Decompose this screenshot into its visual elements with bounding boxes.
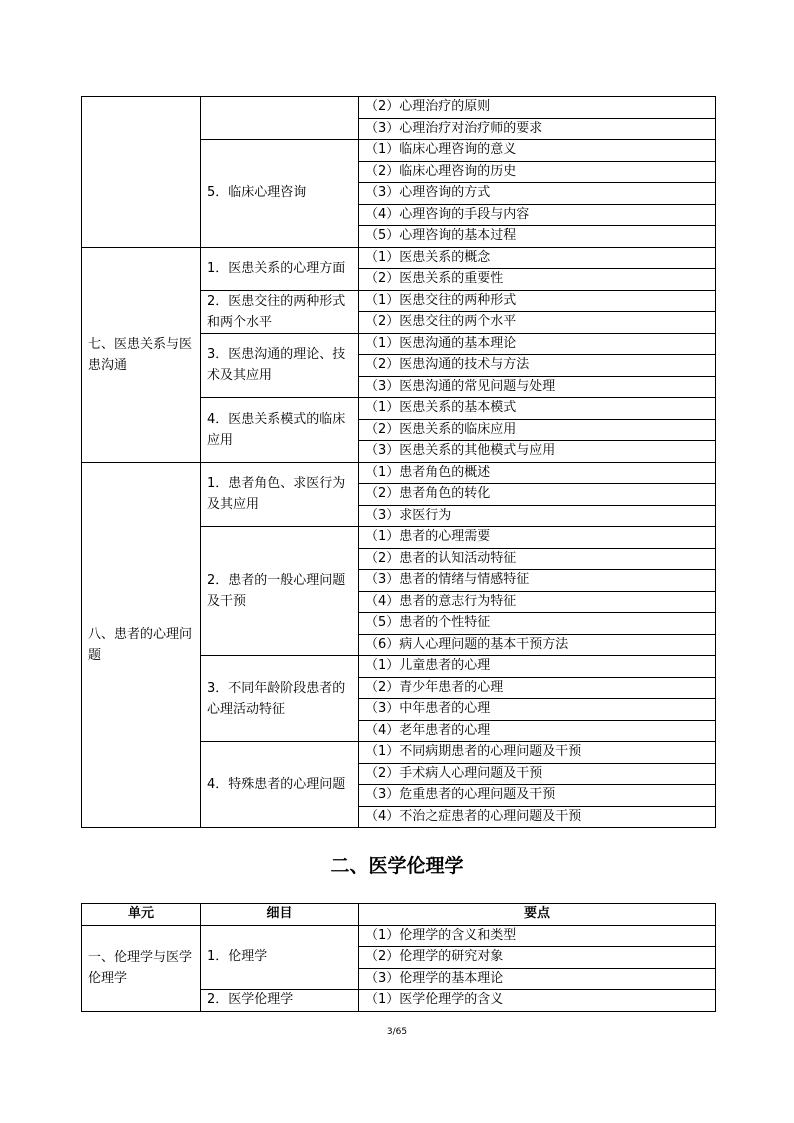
point-cell: （1）医患关系的基本模式 — [359, 398, 716, 420]
item-cell: 3．医患沟通的理论、技术及其应用 — [201, 333, 359, 398]
point-cell: （3）求医行为 — [359, 505, 716, 527]
point-cell: （1）患者角色的概述 — [359, 462, 716, 484]
point-cell: （3）伦理学的基本理论 — [359, 968, 716, 990]
unit-cell: 一、伦理学与医学伦理学 — [82, 925, 201, 1011]
unit-cell — [82, 97, 201, 248]
item-cell — [201, 97, 359, 140]
point-cell: （5）心理咨询的基本过程 — [359, 226, 716, 248]
point-cell: （2）青少年患者的心理 — [359, 677, 716, 699]
point-cell: （3）医患沟通的常见问题与处理 — [359, 376, 716, 398]
point-cell: （4）不治之症患者的心理问题及干预 — [359, 806, 716, 828]
point-cell: （3）心理治疗对治疗师的要求 — [359, 118, 716, 140]
table-header-row — [82, 904, 716, 926]
point-cell: （2）医患沟通的技术与方法 — [359, 355, 716, 377]
point-cell: （3）患者的情绪与情感特征 — [359, 570, 716, 592]
point-cell: （1）医学伦理学的含义 — [359, 990, 716, 1012]
item-cell: 4．特殊患者的心理问题 — [201, 742, 359, 828]
table-row — [82, 97, 716, 119]
point-cell: （4）心理咨询的手段与内容 — [359, 204, 716, 226]
point-cell: （5）患者的个性特征 — [359, 613, 716, 635]
point-cell: （2）患者角色的转化 — [359, 484, 716, 506]
syllabus-table-continued — [81, 96, 716, 828]
point-cell: （2）心理治疗的原则 — [359, 97, 716, 119]
header-item: 细目 — [201, 904, 359, 926]
unit-cell: 八、患者的心理问题 — [82, 462, 201, 828]
item-cell: 5．临床心理咨询 — [201, 140, 359, 248]
medical-ethics-table — [81, 903, 716, 1012]
point-cell: （2）医患交往的两个水平 — [359, 312, 716, 334]
point-cell: （2）医患关系的临床应用 — [359, 419, 716, 441]
point-cell: （1）患者的心理需要 — [359, 527, 716, 549]
point-cell: （1）医患沟通的基本理论 — [359, 333, 716, 355]
point-cell: （3）中年患者的心理 — [359, 699, 716, 721]
point-cell: （1）儿童患者的心理 — [359, 656, 716, 678]
point-cell: （1）医患关系的概念 — [359, 247, 716, 269]
point-cell: （2）临床心理咨询的历史 — [359, 161, 716, 183]
point-cell: （3）危重患者的心理问题及干预 — [359, 785, 716, 807]
table-row — [82, 462, 716, 484]
header-unit: 单元 — [82, 904, 201, 926]
item-cell: 1．伦理学 — [201, 925, 359, 990]
table-row — [82, 925, 716, 947]
item-cell: 2．医患交往的两种形式和两个水平 — [201, 290, 359, 333]
point-cell: （1）临床心理咨询的意义 — [359, 140, 716, 162]
section-heading: 二、医学伦理学 — [330, 855, 464, 877]
item-cell: 2．医学伦理学 — [201, 990, 359, 1012]
item-cell: 1．患者角色、求医行为及其应用 — [201, 462, 359, 527]
page-number: 3/65 — [386, 1027, 408, 1037]
point-cell: （2）患者的认知活动特征 — [359, 548, 716, 570]
point-cell: （2）医患关系的重要性 — [359, 269, 716, 291]
item-cell: 2．患者的一般心理问题及干预 — [201, 527, 359, 656]
point-cell: （2）伦理学的研究对象 — [359, 947, 716, 969]
point-cell: （2）手术病人心理问题及干预 — [359, 763, 716, 785]
table-row — [82, 247, 716, 269]
point-cell: （4）老年患者的心理 — [359, 720, 716, 742]
item-cell: 4．医患关系模式的临床应用 — [201, 398, 359, 463]
point-cell: （1）不同病期患者的心理问题及干预 — [359, 742, 716, 764]
point-cell: （3）心理咨询的方式 — [359, 183, 716, 205]
point-cell: （6）病人心理问题的基本干预方法 — [359, 634, 716, 656]
header-point: 要点 — [359, 904, 716, 926]
unit-cell: 七、医患关系与医患沟通 — [82, 247, 201, 462]
item-cell: 3．不同年龄阶段患者的心理活动特征 — [201, 656, 359, 742]
point-cell: （1）医患交往的两种形式 — [359, 290, 716, 312]
point-cell: （1）伦理学的含义和类型 — [359, 925, 716, 947]
point-cell: （4）患者的意志行为特征 — [359, 591, 716, 613]
point-cell: （3）医患关系的其他模式与应用 — [359, 441, 716, 463]
item-cell: 1．医患关系的心理方面 — [201, 247, 359, 290]
